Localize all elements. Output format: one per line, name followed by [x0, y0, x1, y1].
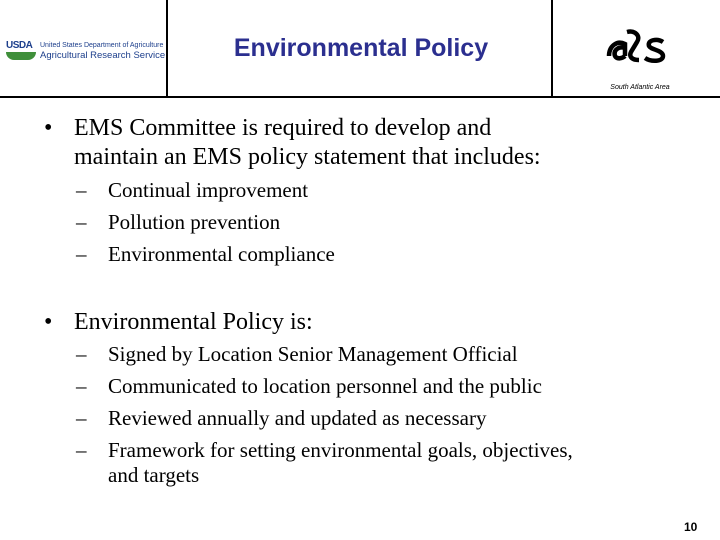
page-title: Environmental Policy [233, 34, 489, 62]
sub-dash: – [76, 438, 87, 462]
bullet-text-line2: maintain an EMS policy statement that includes: [74, 144, 541, 170]
bullet-dot: • [44, 115, 53, 141]
sub-item-text: Framework for setting environmental goals, objectives, [108, 438, 573, 462]
usda-logo-line2: Agricultural Research Service [40, 49, 166, 61]
slide-header [0, 0, 720, 98]
ars-logo-icon [605, 26, 669, 71]
sub-item-text: Communicated to location personnel and the public [108, 374, 542, 398]
ars-logo-subtitle: South Atlantic Area [610, 84, 670, 91]
sub-item-text: Reviewed annually and updated as necessary [108, 406, 487, 430]
sub-dash: – [76, 242, 87, 266]
sub-dash: – [76, 178, 87, 202]
sub-item-text: Signed by Location Senior Management Official [108, 342, 518, 366]
bullet-dot: • [44, 309, 53, 335]
sub-dash: – [76, 342, 87, 366]
bullet-text: Environmental Policy is: [74, 309, 313, 335]
sub-dash: – [76, 406, 87, 430]
sub-item-text: Continual improvement [108, 178, 309, 202]
usda-mark-icon [6, 40, 36, 62]
sub-item-text: Environmental compliance [108, 242, 335, 266]
usda-mark-text: USDA [6, 40, 33, 51]
page-number: 10 [684, 520, 698, 534]
usda-logo-line1: United States Department of Agriculture [40, 41, 164, 49]
header-divider-left [166, 0, 168, 98]
bullet-text-line1: EMS Committee is required to develop and [74, 115, 492, 141]
sub-item-text: Pollution prevention [108, 210, 281, 234]
header-bottom-rule [0, 96, 720, 98]
sub-dash: – [76, 374, 87, 398]
usda-ars-logo [6, 40, 165, 62]
sub-item-text-line2: and targets [108, 463, 200, 487]
sub-dash: – [76, 210, 87, 234]
usda-logo-text [40, 42, 165, 61]
